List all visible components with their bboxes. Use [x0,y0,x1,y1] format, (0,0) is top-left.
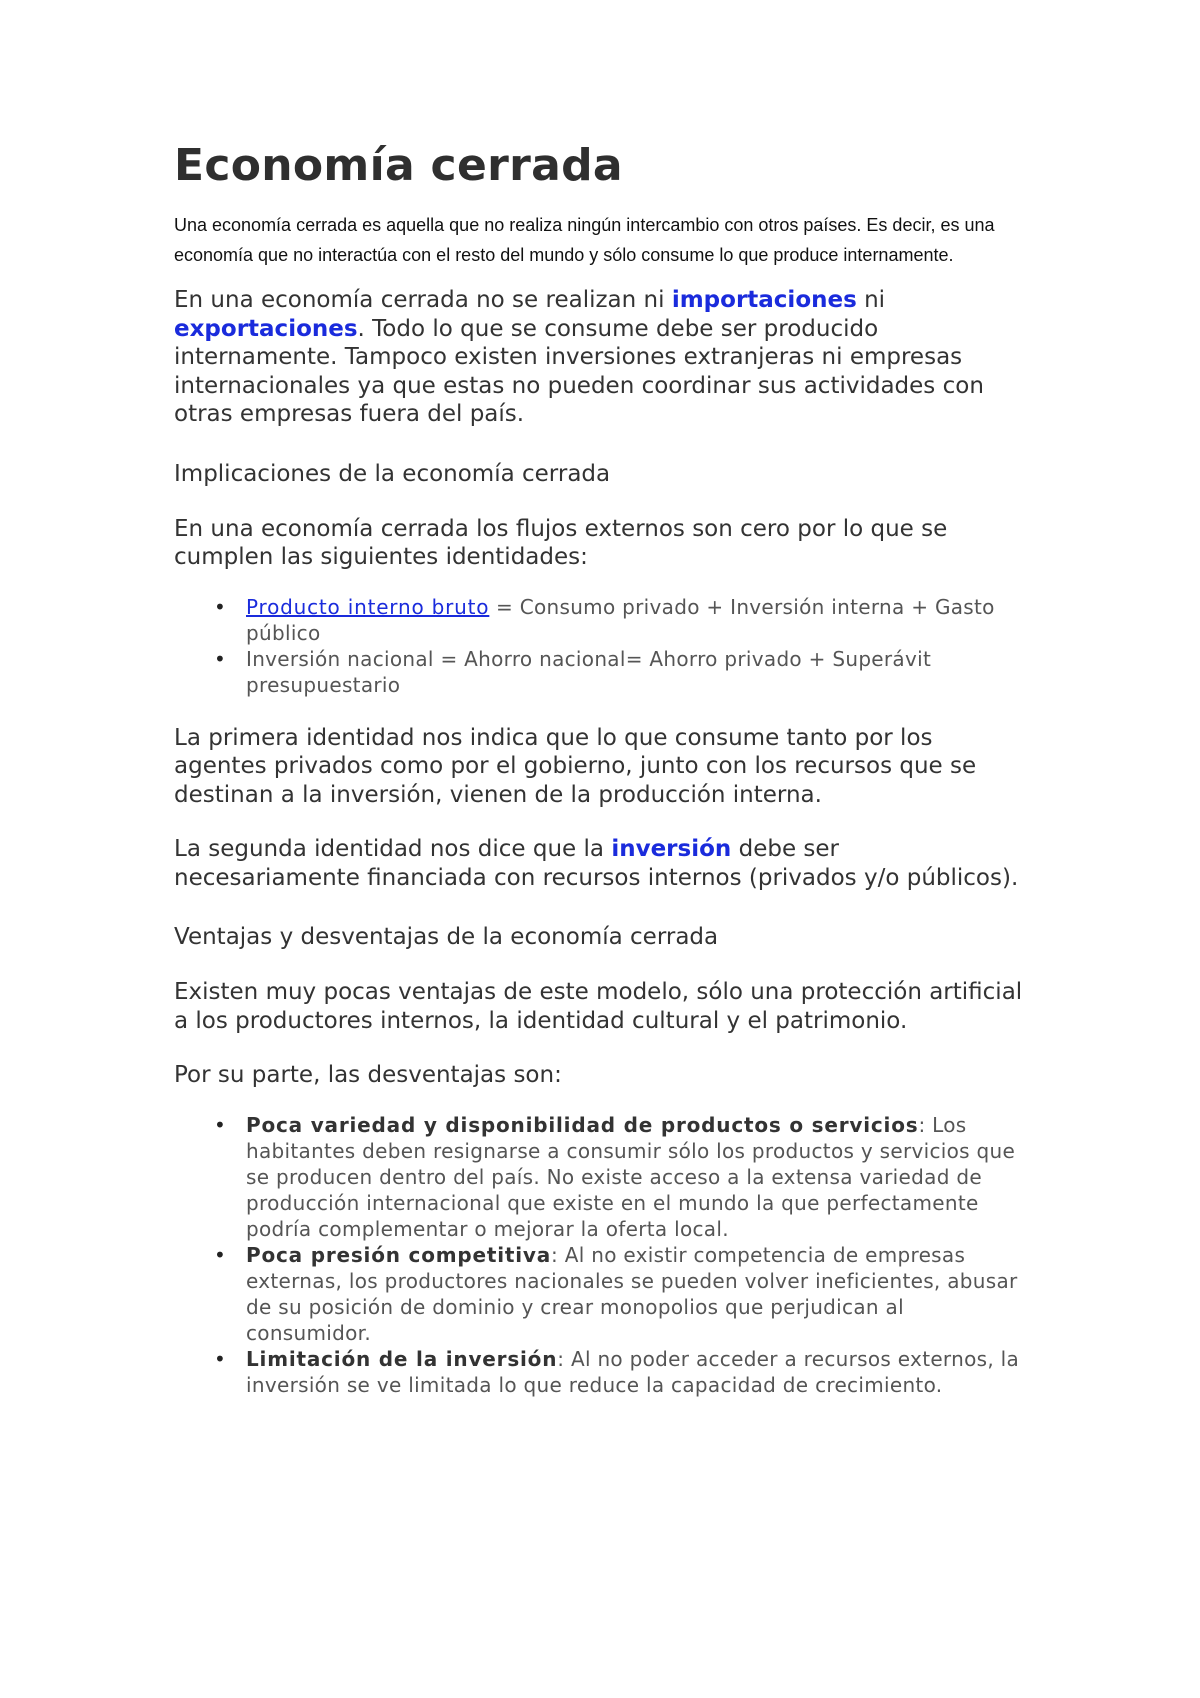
disadvantages-list [174,1112,1025,1398]
list-item [174,1242,1025,1346]
disadvantage-title: Poca variedad y disponibilidad de productos o servicios [246,1112,919,1137]
paragraph-second-identity [174,835,1025,892]
intro-paragraph: Una economía cerrada es aquella que no realiza ningún intercambio con otros países. Es decir, es una economía que no interactúa con el resto del mundo y sólo consume lo que produce internamente. [174,215,995,265]
p4-text-a: La segunda identidad nos dice que la [174,836,612,862]
disadvantage-title: Poca presión competitiva [246,1242,552,1267]
link-exportaciones[interactable]: exportaciones [174,315,358,342]
paragraph-no-imports-exports [174,286,1025,429]
list-item [174,594,1025,646]
paragraph-ventajas: Existen muy pocas ventajas de este modelo, sólo una protección artificial a los productores internos, la identidad cultural y el patrimonio. [174,979,1023,1034]
p1-text-b: ni [856,287,886,313]
link-inversion[interactable]: inversión [611,836,732,862]
link-importaciones[interactable]: importaciones [671,287,857,313]
paragraph-identities-intro: En una economía cerrada los flujos externos son cero por lo que se cumplen las siguientes identidades: [174,515,948,570]
heading-ventajas: Ventajas y desventajas de la economía cerrada [174,924,719,950]
disadvantage-text: : Al no poder acceder a recursos externos, la inversión se ve limitada lo que reduce la capacidad de crecimiento. [246,1346,1020,1397]
bullet-icon: • [214,1112,227,1137]
list-item [174,646,1025,698]
p1-text-a: En una economía cerrada no se realizan ni [174,287,672,313]
bullet-icon: • [214,1346,227,1371]
heading-implicaciones: Implicaciones de la economía cerrada [174,460,611,487]
bullet-icon: • [214,646,227,671]
list-item [174,1112,1025,1242]
identities-list [174,594,1025,698]
identity-2-text: Inversión nacional = Ahorro nacional= Ahorro privado + Superávit presupuestario [246,646,932,697]
link-producto-interno-bruto[interactable]: Producto interno bruto [246,594,490,619]
bullet-icon: • [214,1242,227,1267]
list-item [174,1346,1025,1398]
disadvantage-text: : Al no existir competencia de empresas externas, los productores nacionales se pueden volver ineficientes, abusar de su posición de dominio y crear monopolios que perjudican al consumidor. [246,1242,1018,1345]
page-title: Economía cerrada [174,140,623,191]
paragraph-first-identity: La primera identidad nos indica que lo que consume tanto por los agentes privados como por el gobierno, junto con los recursos que se destinan a la inversión, vienen de la producción interna. [174,724,977,808]
disadvantage-text: : Los habitantes deben resignarse a consumir sólo los productos y servicios que se producen dentro del país. No existe acceso a la extensa variedad de producción internacional que existe en el mundo la que perfectamente podría complementar o mejorar la oferta local. [246,1112,1016,1241]
p4-text-b: debe ser necesariamente financiada con recursos internos (privados y/o públicos). [174,836,1019,891]
p1-text-c: . Todo lo que se consume debe ser producido internamente. Tampoco existen inversiones extranjeras ni empresas internacionales ya que estas no pueden coordinar sus actividades con otras empresas fuera del país. [174,315,984,427]
identity-1-text: = Consumo privado + Inversión interna + Gasto público [246,594,995,645]
paragraph-desventajas-intro: Por su parte, las desventajas son: [174,1062,562,1088]
disadvantage-title: Limitación de la inversión [246,1346,558,1371]
bullet-icon: • [214,594,227,619]
